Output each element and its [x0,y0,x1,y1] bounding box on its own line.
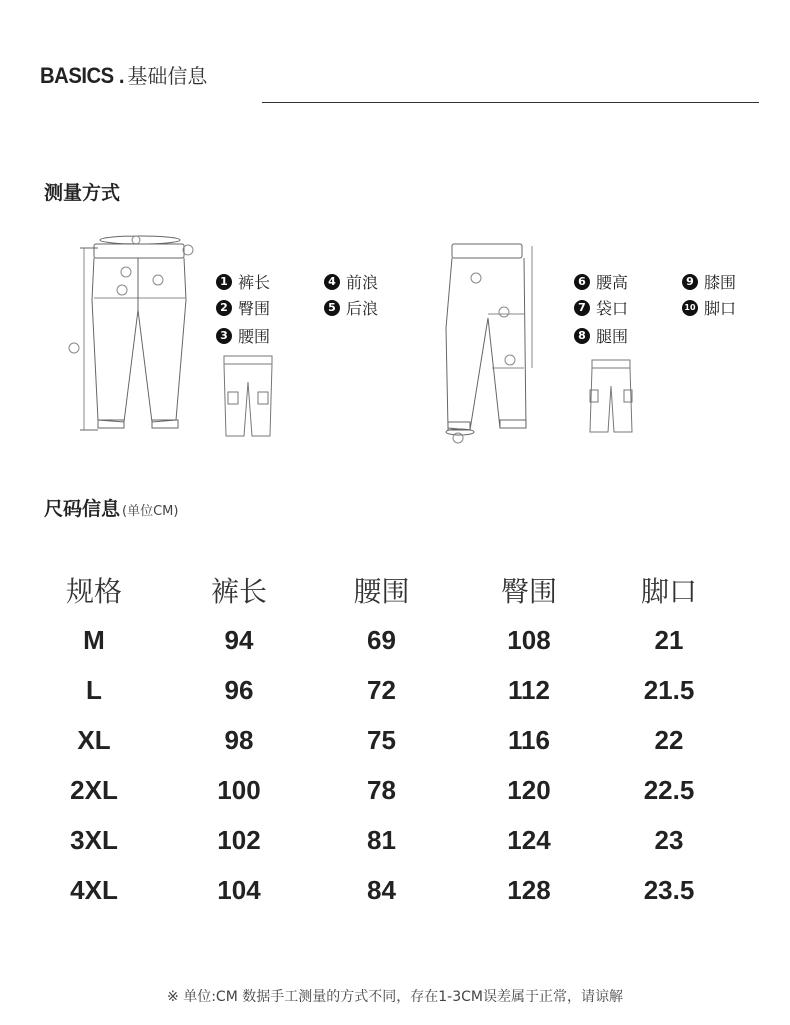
legend-number: 6 [574,274,590,290]
front-pants-diagram [62,230,202,440]
table-row [24,615,729,665]
legend-label: 前浪 [346,273,379,292]
legend-label: 腿围 [596,327,629,346]
table-cell: 98 [224,724,254,755]
table-cell: 124 [507,824,551,855]
table-row [24,815,729,865]
table-cell: 81 [367,824,396,855]
side-pants-diagram [440,238,550,448]
table-cell: 22 [654,724,684,755]
table-cell: 2XL [70,774,118,805]
size-table [24,565,729,915]
table-cell: 96 [224,674,254,705]
legend-label: 膝围 [704,273,737,292]
brand-header [40,60,207,89]
column-header: 裤长 [210,575,267,608]
legend-number: 3 [216,328,232,344]
legend-item [682,270,736,293]
table-cell: 3XL [70,824,118,855]
legend-number: 4 [324,274,340,290]
table-cell: 4XL [70,874,118,905]
legend-label: 后浪 [346,299,379,318]
table-cell: 23 [654,824,684,855]
table-cell: 23.5 [643,874,695,905]
legend-number: 10 [682,300,698,316]
side-thumbnail [586,356,636,436]
column-header: 规格 [65,575,122,608]
table-cell: 75 [367,724,396,755]
table-cell: XL [77,724,111,755]
column-header: 臀围 [500,575,557,608]
table-cell: 128 [507,874,551,905]
legend-label: 腰高 [596,273,629,292]
legend-item [216,296,270,319]
table-cell: 69 [367,624,396,655]
front-legend [216,270,396,350]
legend-item [574,270,628,293]
legend-number: 9 [682,274,698,290]
header-divider [262,102,759,103]
unit-note: (单位CM) [122,504,179,519]
side-legend [574,270,774,350]
table-row [24,715,729,765]
table-cell: 100 [217,774,261,805]
table-cell: 116 [508,724,550,755]
table-row [24,865,729,915]
table-row [24,765,729,815]
table-cell: 94 [224,624,254,655]
table-cell: 21.5 [643,674,695,705]
legend-number: 2 [216,300,232,316]
legend-item [574,296,628,319]
legend-item [324,270,378,293]
legend-item [324,296,378,319]
size-title: 尺码信息 [44,498,121,520]
table-cell: 102 [217,824,261,855]
table-cell: 84 [367,874,396,905]
measure-section-title: 测量方式 [44,182,121,204]
legend-item [216,324,270,347]
legend-label: 脚口 [704,299,737,318]
legend-number: 8 [574,328,590,344]
column-header: 脚口 [640,575,697,608]
legend-item [682,296,736,319]
table-row [24,665,729,715]
legend-item [574,324,628,347]
table-cell: 104 [217,874,261,905]
legend-label: 裤长 [238,273,271,292]
legend-number: 1 [216,274,232,290]
footnote: ※ 单位:CM 数据手工测量的方式不同，存在1-3CM误差属于正常，请谅解 [167,989,623,1005]
table-cell: 22.5 [643,774,695,805]
legend-label: 臀围 [238,299,271,318]
brand-title-en: BASICS . [40,63,125,88]
brand-title-cn: 基础信息 [127,64,208,88]
table-header-row [24,565,729,615]
legend-label: 袋口 [596,299,629,318]
table-cell: L [86,674,102,705]
front-thumbnail [218,352,280,440]
legend-label: 腰围 [238,327,271,346]
table-cell: 72 [367,674,396,705]
table-cell: M [83,624,105,655]
table-cell: 120 [507,774,551,805]
legend-number: 5 [324,300,340,316]
table-cell: 112 [508,674,550,705]
table-cell: 78 [367,774,396,805]
table-cell: 108 [507,624,551,655]
table-cell: 21 [654,624,684,655]
legend-number: 7 [574,300,590,316]
legend-item [216,270,270,293]
size-section-title [44,494,178,521]
column-header: 腰围 [353,575,410,608]
